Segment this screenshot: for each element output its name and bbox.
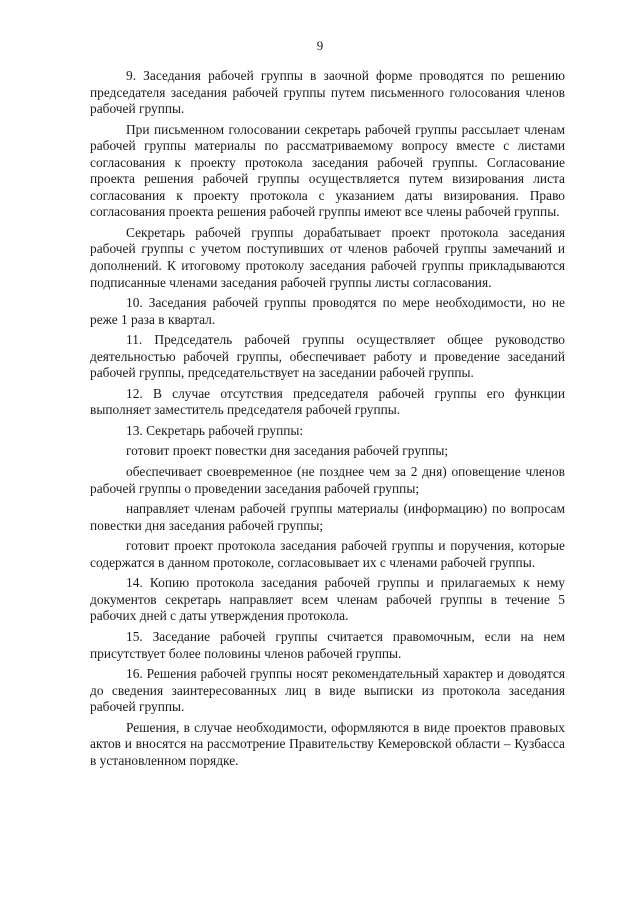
paragraph-item-10: 10. Заседания рабочей группы проводятся по мере необходимости, но не реже 1 раза в квартал. (90, 295, 565, 327)
paragraph-item-15: 15. Заседание рабочей группы считается правомочным, если на нем присутствует более половины членов рабочей группы. (90, 628, 565, 661)
paragraph-item-11: 11. Председатель рабочей группы осуществляет общее руководство деятельностью рабочей группы, обеспечивает работу и проведение заседаний рабочей группы, председательствует на заседании рабочей группы. (90, 332, 565, 381)
paragraph-item-14: 14. Копию протокола заседания рабочей группы и прилагаемых к нему документов секретарь направляет всем членам рабочей группы в течение 5 рабочих дней с даты утверждения протокола. (90, 575, 565, 624)
paragraph-item-9: 9. Заседания рабочей группы в заочной форме проводятся по решению председателя заседания рабочей группы путем письменного голосования членов рабочей группы. (90, 68, 565, 117)
paragraph-duty-materials: направляет членам рабочей группы материалы (информацию) по вопросам повестки дня заседания рабочей группы; (90, 501, 565, 533)
paragraph-item-16: 16. Решения рабочей группы носят рекомендательный характер и доводятся до сведения заинтересованных лиц в виде выписки из протокола заседания рабочей группы. (90, 666, 565, 715)
paragraph-duty-protocol: готовит проект протокола заседания рабочей группы и поручения, которые содержатся в данном протоколе, согласовывает их с членами рабочей группы. (90, 538, 565, 570)
paragraph-decisions-formalized: Решения, в случае необходимости, оформляются в виде проектов правовых актов и вносятся на рассмотрение Правительству Кемеровской области – Кузбасса в установленном порядке. (90, 719, 565, 768)
paragraph-item-12: 12. В случае отсутствия председателя рабочей группы его функции выполняет заместитель председателя рабочей группы. (90, 385, 565, 418)
paragraph-duty-notify: обеспечивает своевременное (не позднее чем за 2 дня) оповещение членов рабочей группы о проведении заседания рабочей группы; (90, 464, 565, 496)
page-number: 9 (316, 38, 324, 53)
paragraph-secretary-finalizes: Секретарь рабочей группы дорабатывает проект протокола заседания рабочей группы с учетом поступивших от членов рабочей группы замечаний и дополнений. К итоговому протоколу заседания рабочей группы прикладываются подписанные членами заседания рабочей группы листы согласования. (90, 224, 565, 290)
paragraph-duty-agenda: готовит проект повестки дня заседания рабочей группы; (126, 443, 449, 459)
paragraph-written-voting: При письменном голосовании секретарь рабочей группы рассылает членам рабочей группы материалы по рассматриваемому вопросу вместе с листами согласования к проекту протокола заседания рабочей группы. Согласование проекта решения рабочей группы осуществляется путем визирования листа согласования к проекту протокола с указанием даты визирования. Право согласования проекта решения рабочей группы имеют все члены рабочей группы. (90, 121, 565, 220)
document-body (90, 68, 565, 773)
paragraph-item-13: 13. Секретарь рабочей группы: (126, 422, 304, 438)
